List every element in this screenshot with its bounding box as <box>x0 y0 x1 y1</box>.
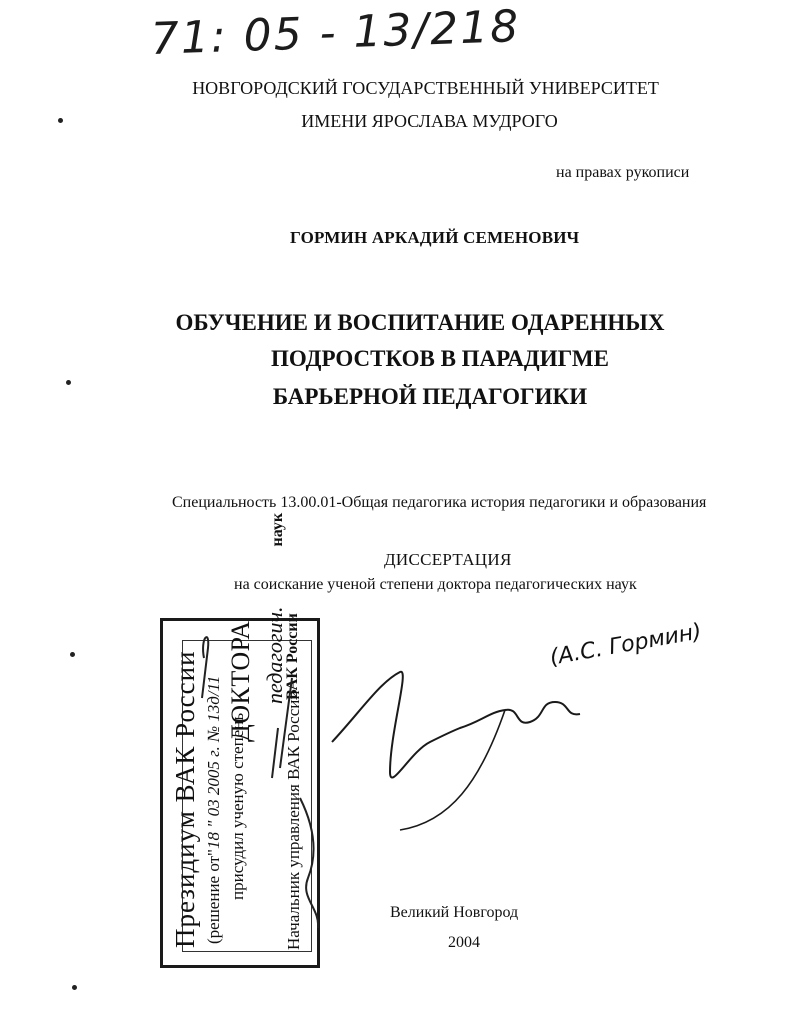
author-signature <box>330 632 710 832</box>
author-name: ГОРМИН АРКАДИЙ СЕМЕНОВИЧ <box>290 228 580 247</box>
stamp-handwriting <box>160 618 340 968</box>
title-line-2: ПОДРОСТКОВ В ПАРАДИГМЕ <box>271 346 609 371</box>
title-line-3: БАРЬЕРНОЙ ПЕДАГОГИКИ <box>272 384 588 409</box>
stamp-line-awarded: присудил ученую степень <box>228 712 247 900</box>
degree-line: на соискание ученой степени доктора педагогических наук <box>234 576 637 593</box>
scan-speck <box>66 380 71 385</box>
specialty: Специальность 13.00.01-Общая педагогика история педагогики и образования <box>172 494 707 511</box>
stamp-line-science: педагогич.наук <box>262 512 287 704</box>
stamp-line-decision: (решение от"18 " 03 2005 г. № 13д/11 <box>204 675 223 944</box>
handwritten-registration-number: 71: 05 - 13/218 <box>150 1 521 65</box>
stamp-degree: ДОКТОРА <box>226 620 255 742</box>
stamp-decision-date: 18 " 03 2005 г. № 13д/11 <box>204 675 223 850</box>
signature-note: (А.С. Гормин) <box>548 619 704 671</box>
scan-speck <box>72 985 77 990</box>
stamp-line-presidium: Президиум ВАК России <box>170 650 200 948</box>
stamp-line-head-top: ВАК России <box>284 613 301 700</box>
scan-speck <box>58 118 63 123</box>
document-type: ДИССЕРТАЦИЯ <box>384 550 512 569</box>
title-line-1: ОБУЧЕНИЕ И ВОСПИТАНИЕ ОДАРЕННЫХ <box>175 310 665 335</box>
scan-speck <box>70 652 75 657</box>
university-name: НОВГОРОДСКИЙ ГОСУДАРСТВЕННЫЙ УНИВЕРСИТЕТ <box>192 78 659 98</box>
university-subtitle: ИМЕНИ ЯРОСЛАВА МУДРОГО <box>301 111 558 131</box>
year: 2004 <box>448 934 480 951</box>
rights-note: на правах рукописи <box>556 164 690 181</box>
stamp-line-head: Начальник управления ВАК России <box>284 690 303 950</box>
place: Великий Новгород <box>390 904 519 921</box>
stamp-science-handwritten: педагогич. <box>262 606 287 704</box>
